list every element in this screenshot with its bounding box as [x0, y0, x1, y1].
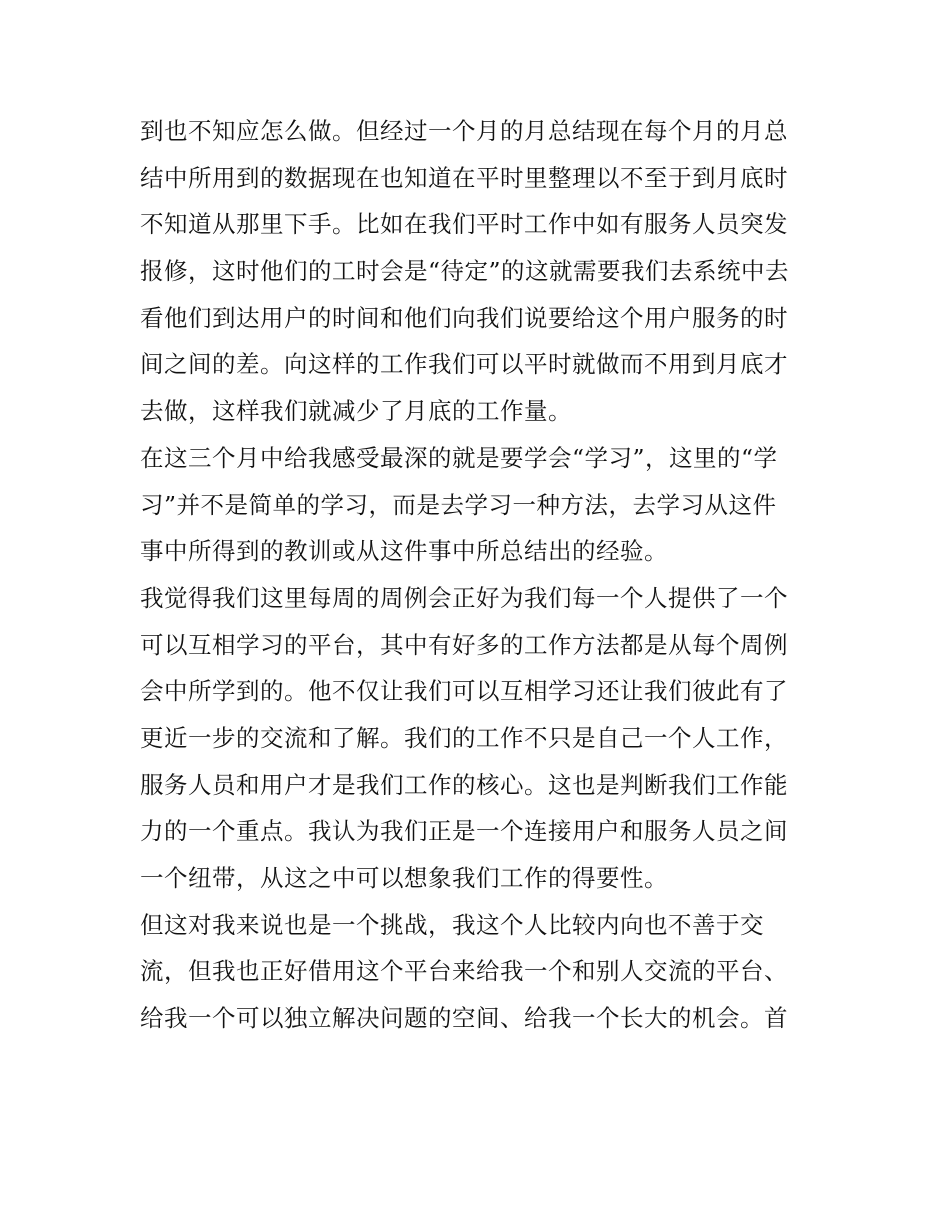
text-line: 服务人员和用户才是我们工作的核心。这也是判断我们工作能: [140, 770, 788, 799]
text-line: 流，但我也正好借用这个平台来给我一个和别人交流的平台、: [140, 957, 788, 986]
text-line: 习”并不是简单的学习，而是去学习一种方法，去学习从这件: [140, 490, 777, 519]
text-line: 报修，这时他们的工时会是“待定”的这就需要我们去系统中去: [140, 257, 790, 286]
text-line: 会中所学到的。他不仅让我们可以互相学习还让我们彼此有了: [140, 677, 788, 706]
text-line: 可以互相学习的平台，其中有好多的工作方法都是从每个周例: [140, 630, 788, 659]
text-line: 更近一步的交流和了解。我们的工作不只是自己一个人工作，: [140, 723, 788, 752]
text-line: 间之间的差。向这样的工作我们可以平时就做而不用到月底才: [140, 350, 788, 379]
text-line: 去做，这样我们就减少了月底的工作量。: [140, 397, 572, 426]
body-text: [140, 108, 820, 1042]
text-line: 一个纽带，从这之中可以想象我们工作的得要性。: [140, 864, 668, 892]
text-line: 事中所得到的教训或从这件事中所总结出的经验。: [140, 537, 668, 566]
text-line: 结中所用到的数据现在也知道在平时里整理以不至于到月底时: [140, 163, 788, 192]
text-line: 给我一个可以独立解决问题的空间、给我一个长大的机会。首: [140, 1004, 788, 1033]
text-line: 看他们到达用户的时间和他们向我们说要给这个用户服务的时: [140, 303, 788, 332]
text-line: 在这三个月中给我感受最深的就是要学会“学习”，这里的“学: [140, 443, 778, 472]
text-line: 力的一个重点。我认为我们正是一个连接用户和服务人员之间: [140, 817, 788, 846]
text-line: 我觉得我们这里每周的周例会正好为我们每一个人提供了一个: [140, 583, 788, 612]
text-line: 到也不知应怎么做。但经过一个月的月总结现在每个月的月总: [140, 117, 788, 145]
text-line: 不知道从那里下手。比如在我们平时工作中如有服务人员突发: [140, 210, 788, 239]
text-line: 但这对我来说也是一个挑战，我这个人比较内向也不善于交: [140, 910, 764, 939]
